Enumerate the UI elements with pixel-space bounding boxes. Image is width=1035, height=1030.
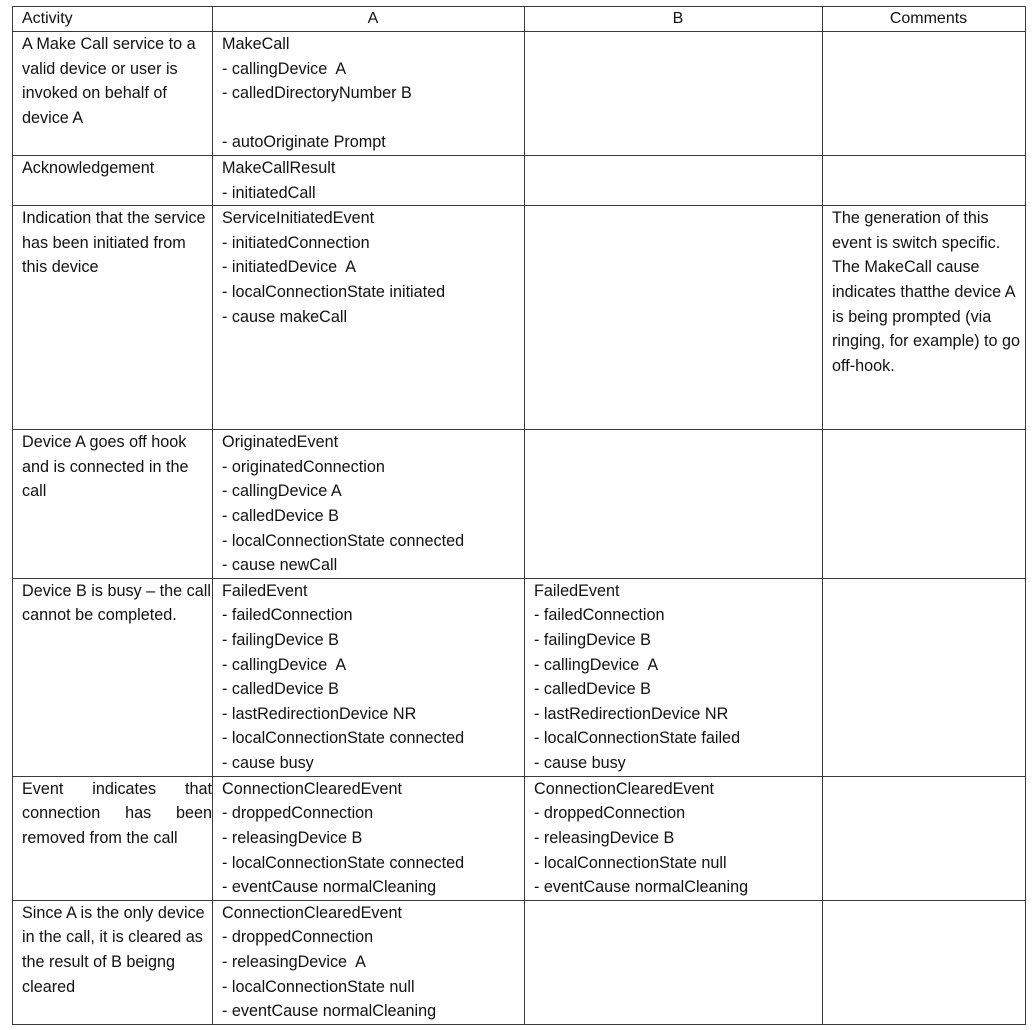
activity-cell: A Make Call service to a valid device or user is invoked on behalf of device A [13,32,213,156]
a-line: - droppedConnection [222,928,374,947]
table-row [13,430,1026,579]
header-row [13,7,1026,32]
activity-cell: Since A is the only device in the call, it is cleared as the result of B beigng cleared [13,900,213,1024]
a-line: ConnectionClearedEvent [222,779,402,798]
a-line: - failedConnection [222,606,353,625]
a-line: - localConnectionState null [222,977,415,996]
comments-cell [823,578,1026,776]
a-line: - localConnectionState connected [222,531,465,550]
a-line: - cause makeCall [222,307,348,326]
a-line: - callingDevice A [222,655,347,674]
a-cell [213,206,525,430]
a-line: - callingDevice A [222,482,342,501]
activity-cell: Event indicates that connection has been removed from the call [13,776,213,900]
a-line: ConnectionClearedEvent [222,903,402,922]
table-row [13,900,1026,1024]
b-line: - failingDevice B [534,630,651,649]
b-cell [525,578,823,776]
b-cell [525,900,823,1024]
a-line: - releasingDevice B [222,828,363,847]
table-row [13,206,1026,430]
comments-cell [823,776,1026,900]
a-cell [213,578,525,776]
a-line: - releasingDevice A [222,952,366,971]
b-line: - droppedConnection [534,804,686,823]
table-row [13,578,1026,776]
table-row [13,156,1026,206]
b-line: - localConnectionState null [534,853,727,872]
a-line: FailedEvent [222,581,308,600]
a-cell [213,900,525,1024]
b-line: - cause busy [534,753,626,772]
b-line: ConnectionClearedEvent [534,779,714,798]
a-line: - callingDevice A [222,59,347,78]
a-line: - calledDevice B [222,680,339,699]
comments-cell [823,430,1026,579]
b-line: - localConnectionState failed [534,729,741,748]
activity-cell: Device A goes off hook and is connected in the call [13,430,213,579]
b-cell [525,776,823,900]
b-cell [525,430,823,579]
activity-cell: Indication that the service has been initiated from this device [13,206,213,430]
header-b: B [525,7,823,32]
a-line: - localConnectionState connected [222,853,465,872]
b-cell [525,206,823,430]
a-cell [213,32,525,156]
a-line: - eventCause normalCleaning [222,1002,437,1021]
call-flow-table [12,6,1026,1025]
activity-cell: Device B is busy – the call cannot be completed. [13,578,213,776]
a-cell [213,430,525,579]
table-row [13,32,1026,156]
a-line-blank [222,106,524,131]
a-line: - initiatedDevice A [222,258,357,277]
a-line: MakeCallResult [222,159,336,177]
b-line: - failedConnection [534,606,665,625]
b-cell [525,156,823,206]
a-line: - cause newCall [222,556,338,575]
header-activity: Activity [13,7,213,32]
a-line: - originatedConnection [222,457,385,476]
b-line: - calledDevice B [534,680,651,699]
a-line: - autoOriginate Prompt [222,133,386,152]
b-line: - lastRedirectionDevice NR [534,704,729,723]
a-line: - localConnectionState initiated [222,282,446,301]
table-row [13,776,1026,900]
a-line: - eventCause normalCleaning [222,878,437,897]
b-line: - callingDevice A [534,655,659,674]
b-line: - eventCause normalCleaning [534,878,749,897]
comments-cell [823,156,1026,206]
comments-cell [823,900,1026,1024]
comments-cell: The generation of this event is switch specific. The MakeCall cause indicates thatthe device A is being prompted (via ringing, for example) to go off-hook. [823,206,1026,430]
a-line: - droppedConnection [222,804,374,823]
activity-cell: Acknowledgement [13,156,213,206]
b-line: FailedEvent [534,581,620,600]
a-cell [213,776,525,900]
a-line: - lastRedirectionDevice NR [222,704,417,723]
a-line: - calledDevice B [222,506,339,525]
a-line: - initiatedConnection [222,233,370,252]
a-line: - calledDirectoryNumber B [222,84,412,103]
header-comments: Comments [823,7,1026,32]
a-line: - failingDevice B [222,630,339,649]
comments-cell [823,32,1026,156]
a-line: ServiceInitiatedEvent [222,209,375,228]
a-cell [213,156,525,206]
a-line: OriginatedEvent [222,433,339,452]
a-line: - initiatedCall [222,183,316,202]
a-line: - cause busy [222,753,314,772]
header-a: A [213,7,525,32]
b-cell [525,32,823,156]
a-line: MakeCall [222,35,290,53]
b-line: - releasingDevice B [534,828,675,847]
a-line: - localConnectionState connected [222,729,465,748]
